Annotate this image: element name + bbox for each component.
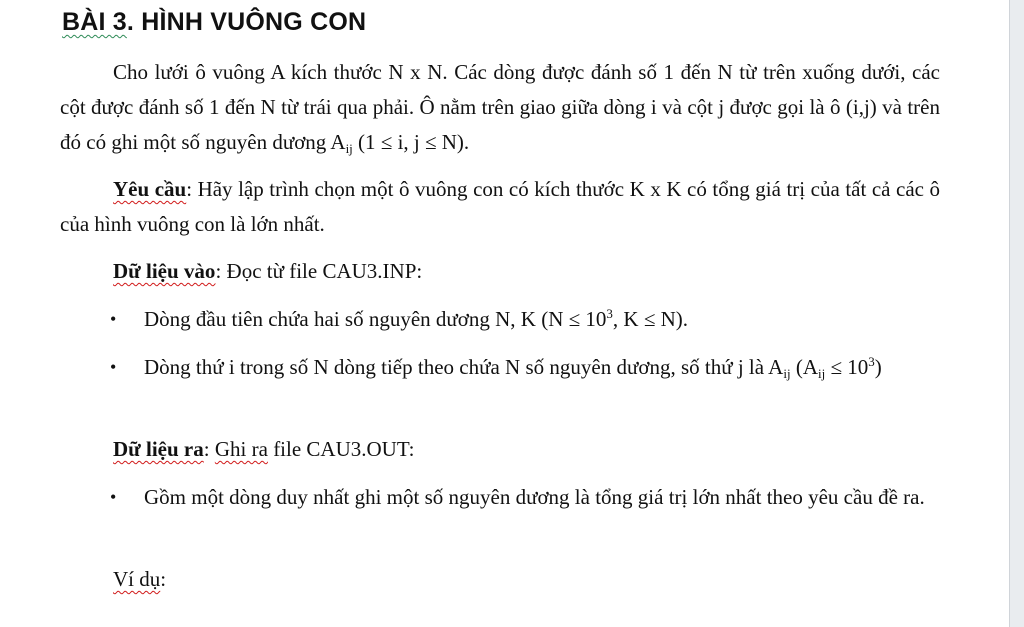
input-text: : Đọc từ file CAU3.INP: xyxy=(215,259,423,283)
superscript: 3 xyxy=(606,306,613,321)
bullet-text xyxy=(144,350,940,385)
heading-rest: . HÌNH VUÔNG CON xyxy=(126,8,367,36)
example-label: Ví dụ xyxy=(113,567,161,591)
description-text: Cho lưới ô vuông A kích thước N x N. Các dòng được đánh số 1 đến N từ trên xuống dưới, các cột được đánh số 1 đến N từ trái qua phải. Ô nằm trên giao giữa dòng i và cột j được gọi là ô (i,j) và trên đó có ghi một số nguyên dương A xyxy=(60,60,940,154)
superscript: 3 xyxy=(868,354,875,369)
bullet-text: Gồm một dòng duy nhất ghi một số nguyên dương là tổng giá trị lớn nhất theo yêu cầu đề ra. xyxy=(144,485,925,509)
example-section xyxy=(113,562,166,597)
output-underlined: Ghi ra xyxy=(214,437,268,461)
subscript-ij: ij xyxy=(783,366,791,381)
problem-heading xyxy=(62,8,366,37)
input-label: Dữ liệu vào xyxy=(113,259,216,283)
output-section xyxy=(113,432,414,467)
output-label: Dữ liệu ra xyxy=(113,437,204,461)
list-item xyxy=(110,480,940,515)
bullet2-bound: ≤ 10 xyxy=(825,355,869,379)
output-text-pre: : xyxy=(203,437,215,461)
bullet-icon: • xyxy=(110,357,117,377)
requirement-label: Yêu cầu xyxy=(113,177,187,201)
bullet2-tail: ) xyxy=(874,355,882,379)
example-text: : xyxy=(160,567,167,591)
problem-description xyxy=(60,55,940,160)
bullet2-main: Dòng thứ i trong số N dòng tiếp theo chứa N số nguyên dương, số thứ j là A xyxy=(144,355,784,379)
bullet-icon: • xyxy=(110,487,117,507)
list-item xyxy=(110,350,940,385)
requirement-text: : Hãy lập trình chọn một ô vuông con có kích thước K x K có tổng giá trị của tất cả các ô của hình vuông con là lớn nhất. xyxy=(60,177,940,236)
window-scrollbar[interactable] xyxy=(1009,0,1024,627)
bullet1-tail: , K ≤ N). xyxy=(612,307,689,331)
bullet2-middle: (A xyxy=(790,355,818,379)
bullet1-main: Dòng đầu tiên chứa hai số nguyên dương N, K (N ≤ 10 xyxy=(144,307,607,331)
list-item xyxy=(110,302,940,337)
bullet-text xyxy=(144,302,940,337)
heading-prefix: BÀI 3 xyxy=(62,8,127,36)
input-section xyxy=(113,254,422,289)
description-range: (1 ≤ i, j ≤ N). xyxy=(352,130,470,154)
subscript-ij: ij xyxy=(818,366,826,381)
subscript-ij: ij xyxy=(345,141,353,156)
output-text-post: file CAU3.OUT: xyxy=(267,437,415,461)
requirement-paragraph xyxy=(60,172,940,242)
bullet-icon: • xyxy=(110,309,117,329)
